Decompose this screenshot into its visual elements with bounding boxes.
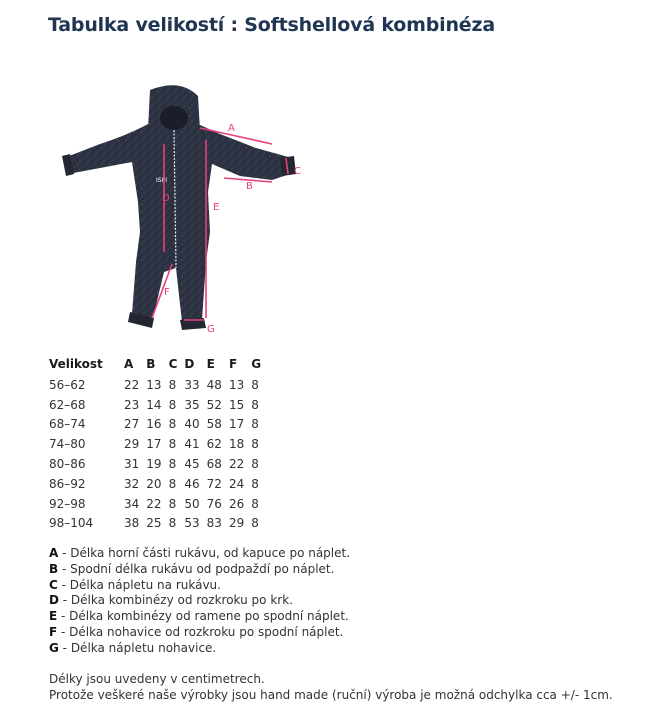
table-cell: 68 bbox=[206, 457, 222, 472]
table-cell: 8 bbox=[168, 437, 177, 452]
table-cell: 17 bbox=[146, 437, 162, 452]
note-tolerance: Protože veškeré naše výrobky jsou hand made (ruční) výroba je možná odchylka cca +/- 1cm. bbox=[49, 687, 613, 702]
header-a: A bbox=[124, 357, 134, 371]
size-table bbox=[46, 357, 265, 533]
table-cell: 8 bbox=[168, 496, 177, 511]
table-cell: 14 bbox=[146, 397, 162, 412]
table-cell: 31 bbox=[124, 457, 140, 472]
measurement-legend bbox=[49, 546, 350, 657]
garment-shape bbox=[62, 85, 296, 330]
table-row bbox=[46, 434, 265, 454]
legend-text: - Spodní délka rukávu od podpaždí po náplet. bbox=[58, 561, 335, 576]
softshell-suit-illustration bbox=[60, 82, 310, 344]
header-size: Velikost bbox=[49, 357, 103, 371]
table-cell: 27 bbox=[124, 417, 140, 432]
marker-label-e: E bbox=[213, 202, 220, 213]
table-cell: 72 bbox=[206, 476, 222, 491]
table-cell: 13 bbox=[146, 377, 162, 392]
legend-item-c bbox=[49, 578, 350, 594]
size-table-header bbox=[46, 357, 265, 375]
table-cell: 17 bbox=[228, 417, 245, 432]
table-cell: 62–68 bbox=[49, 397, 86, 412]
table-cell: 18 bbox=[228, 437, 245, 452]
brand-logo-text: ISPI bbox=[156, 177, 167, 184]
marker-label-d: D bbox=[162, 193, 170, 204]
table-cell: 8 bbox=[251, 437, 259, 452]
table-cell: 23 bbox=[124, 397, 140, 412]
notes bbox=[49, 672, 613, 704]
legend-key: D bbox=[49, 593, 59, 608]
table-cell: 40 bbox=[184, 417, 200, 432]
table-cell: 86–92 bbox=[49, 476, 86, 491]
table-cell: 34 bbox=[124, 496, 140, 511]
table-cell: 8 bbox=[251, 516, 259, 531]
legend-item-b bbox=[49, 562, 350, 578]
table-cell: 52 bbox=[206, 397, 222, 412]
legend-item-f bbox=[49, 625, 350, 641]
note-units: Délky jsou uvedeny v centimetrech. bbox=[49, 672, 265, 686]
marker-label-f: F bbox=[164, 287, 170, 298]
table-cell: 80–86 bbox=[49, 457, 86, 472]
legend-key: A bbox=[49, 546, 59, 560]
table-cell: 68–74 bbox=[49, 417, 86, 432]
table-cell: 32 bbox=[124, 476, 140, 491]
table-cell: 8 bbox=[251, 476, 259, 491]
legend-key: G bbox=[49, 640, 59, 655]
table-cell: 8 bbox=[168, 417, 177, 432]
table-cell: 15 bbox=[228, 397, 245, 412]
table-cell: 35 bbox=[184, 397, 200, 412]
table-cell: 22 bbox=[124, 377, 140, 392]
legend-text: - Délka kombinézy od rozkroku po krk. bbox=[58, 593, 293, 608]
header-d: D bbox=[184, 357, 195, 371]
legend-item-d bbox=[49, 593, 350, 609]
table-cell: 33 bbox=[184, 377, 200, 392]
marker-label-g: G bbox=[207, 324, 215, 335]
table-cell: 13 bbox=[228, 377, 245, 392]
table-cell: 8 bbox=[251, 457, 259, 472]
table-cell: 56–62 bbox=[49, 377, 86, 392]
legend-key: F bbox=[49, 624, 58, 639]
table-cell: 8 bbox=[251, 377, 259, 392]
legend-text: - Délka nohavice od rozkroku po spodní náplet. bbox=[57, 624, 344, 639]
legend-text: - Délka nápletu na rukávu. bbox=[57, 577, 221, 592]
table-row bbox=[46, 494, 265, 514]
table-cell: 74–80 bbox=[49, 437, 86, 452]
table-cell: 8 bbox=[168, 397, 177, 412]
legend-key: C bbox=[49, 577, 58, 592]
table-cell: 41 bbox=[184, 437, 200, 452]
legend-item-g bbox=[49, 641, 350, 657]
table-row bbox=[46, 415, 265, 435]
header-e: E bbox=[206, 357, 215, 371]
table-cell: 22 bbox=[228, 457, 245, 472]
table-cell: 48 bbox=[206, 377, 222, 392]
table-cell: 76 bbox=[206, 496, 222, 511]
legend-text: - Délka nápletu nohavice. bbox=[58, 640, 217, 655]
table-cell: 25 bbox=[146, 516, 162, 531]
table-cell: 53 bbox=[184, 516, 200, 531]
table-cell: 26 bbox=[228, 496, 245, 511]
marker-label-c: C bbox=[294, 166, 301, 177]
marker-label-a: A bbox=[228, 123, 235, 134]
table-cell: 8 bbox=[168, 457, 177, 472]
table-cell: 22 bbox=[146, 496, 162, 511]
table-cell: 50 bbox=[184, 496, 200, 511]
legend-item-e bbox=[49, 609, 350, 625]
page-title: Tabulka velikostí : Softshellová kombinéza bbox=[48, 14, 495, 36]
legend-key: B bbox=[49, 561, 59, 576]
marker-label-b: B bbox=[246, 181, 253, 192]
table-cell: 62 bbox=[206, 437, 222, 452]
legend-text: - Délka kombinézy od ramene po spodní náplet. bbox=[57, 609, 349, 624]
table-row bbox=[46, 454, 265, 474]
table-row bbox=[46, 514, 265, 534]
table-cell: 29 bbox=[228, 516, 245, 531]
header-f: F bbox=[228, 357, 238, 371]
table-cell: 98–104 bbox=[49, 516, 94, 531]
legend-text: - Délka horní části rukávu, od kapuce po náplet. bbox=[58, 546, 351, 560]
table-cell: 38 bbox=[124, 516, 140, 531]
table-cell: 16 bbox=[146, 417, 162, 432]
table-cell: 20 bbox=[146, 476, 162, 491]
table-row bbox=[46, 474, 265, 494]
table-cell: 8 bbox=[168, 476, 177, 491]
table-cell: 46 bbox=[184, 476, 200, 491]
table-cell: 8 bbox=[168, 516, 177, 531]
legend-key: E bbox=[49, 609, 58, 624]
table-cell: 58 bbox=[206, 417, 222, 432]
table-cell: 8 bbox=[168, 377, 177, 392]
table-row bbox=[46, 395, 265, 415]
table-cell: 83 bbox=[206, 516, 222, 531]
table-cell: 92–98 bbox=[49, 496, 86, 511]
table-cell: 8 bbox=[251, 417, 259, 432]
table-cell: 8 bbox=[251, 397, 259, 412]
legend-item-a bbox=[49, 546, 350, 562]
table-cell: 24 bbox=[228, 476, 245, 491]
table-cell: 19 bbox=[146, 457, 162, 472]
table-row bbox=[46, 375, 265, 395]
header-c: C bbox=[168, 357, 178, 371]
header-b: B bbox=[146, 357, 156, 371]
table-cell: 45 bbox=[184, 457, 200, 472]
table-cell: 8 bbox=[251, 496, 259, 511]
header-g: G bbox=[251, 357, 262, 371]
table-cell: 29 bbox=[124, 437, 140, 452]
